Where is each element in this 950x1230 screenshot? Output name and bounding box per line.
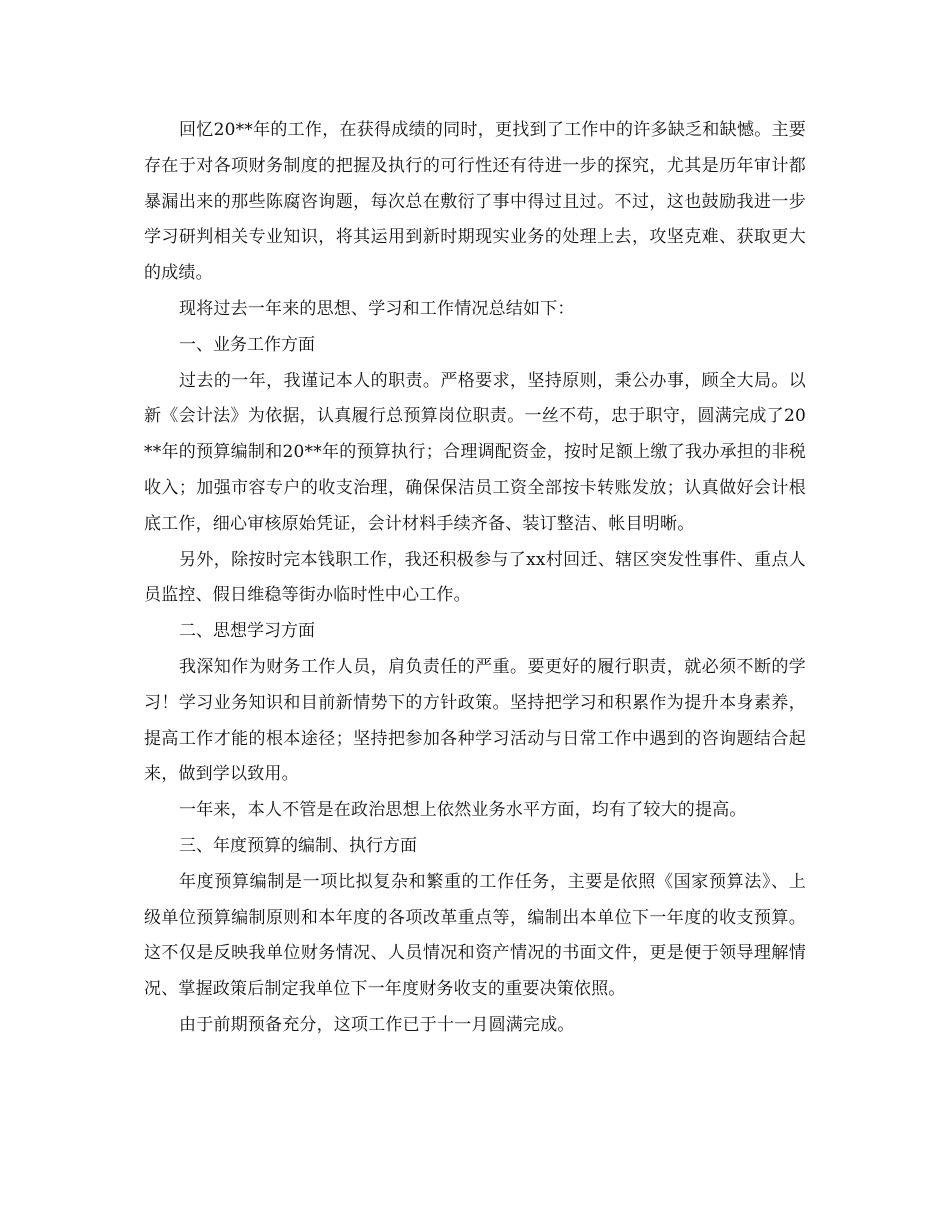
- paragraph-intro-review: 回忆20**年的工作，在获得成绩的同时，更找到了工作中的许多缺乏和缺憾。主要存在于对各项财务制度的把握及执行的可行性还有待进一步的探究，尤其是历年审计都暴漏出来的那些陈腐咨询题，每次总在敷衍了事中得过且过。不过，这也鼓励我进一步学习研判相关专业知识，将其运用到新时期现实业务的处理上去，攻坚克难、获取更大的成绩。: [144, 120, 806, 284]
- paragraph-study-result: 一年来，本人不管是在政治思想上依然业务水平方面，均有了较大的提高。: [179, 800, 747, 821]
- section-heading-business: 一、业务工作方面: [179, 334, 315, 355]
- section-heading-study: 二、思想学习方面: [179, 621, 315, 642]
- document-body: [144, 113, 806, 1044]
- paragraph-extra-work: 另外，除按时完本钱职工作，我还积极参与了xx村回迁、辖区突发性事件、重点人员监控、假日维稳等街办临时性中心工作。: [144, 549, 806, 606]
- paragraph-summary-lead: 现将过去一年来的思想、学习和工作情况总结如下：: [179, 298, 575, 319]
- paragraph-business-duties: 过去的一年，我谨记本人的职责。严格要求，坚持原则，秉公办事，顾全大局。以新《会计法》为依据，认真履行总预算岗位职责。一丝不苟，忠于职守，圆满完成了20**年的预算编制和20**年的预算执行；合理调配资金，按时足额上缴了我办承担的非税收入；加强市容专户的收支治理，确保保洁员工资全部按卡转账发放；认真做好会计根底工作，细心审核原始凭证，会计材料手续齐备、装订整洁、帐目明晰。: [144, 370, 806, 534]
- paragraph-budget-details: 年度预算编制是一项比拟复杂和繁重的工作任务，主要是依照《国家预算法》、上级单位预算编制原则和本年度的各项改革重点等，编制出本单位下一年度的收支预算。这不仅是反映我单位财务情况、人员情况和资产情况的书面文件，更是便于领导理解情况、掌握政策后制定我单位下一年度财务收支的重要决策依照。: [144, 871, 806, 1000]
- paragraph-budget-result: 由于前期预备充分，这项工作已于十一月圆满完成。: [179, 1014, 575, 1035]
- section-heading-budget: 三、年度预算的编制、执行方面: [179, 835, 417, 856]
- paragraph-study-details: 我深知作为财务工作人员，肩负责任的严重。要更好的履行职责，就必须不断的学习！学习业务知识和目前新情势下的方针政策。坚持把学习和积累作为提升本身素养，提高工作才能的根本途径；坚持把参加各种学习活动与日常工作中遇到的咨询题结合起来，做到学以致用。: [144, 656, 806, 785]
